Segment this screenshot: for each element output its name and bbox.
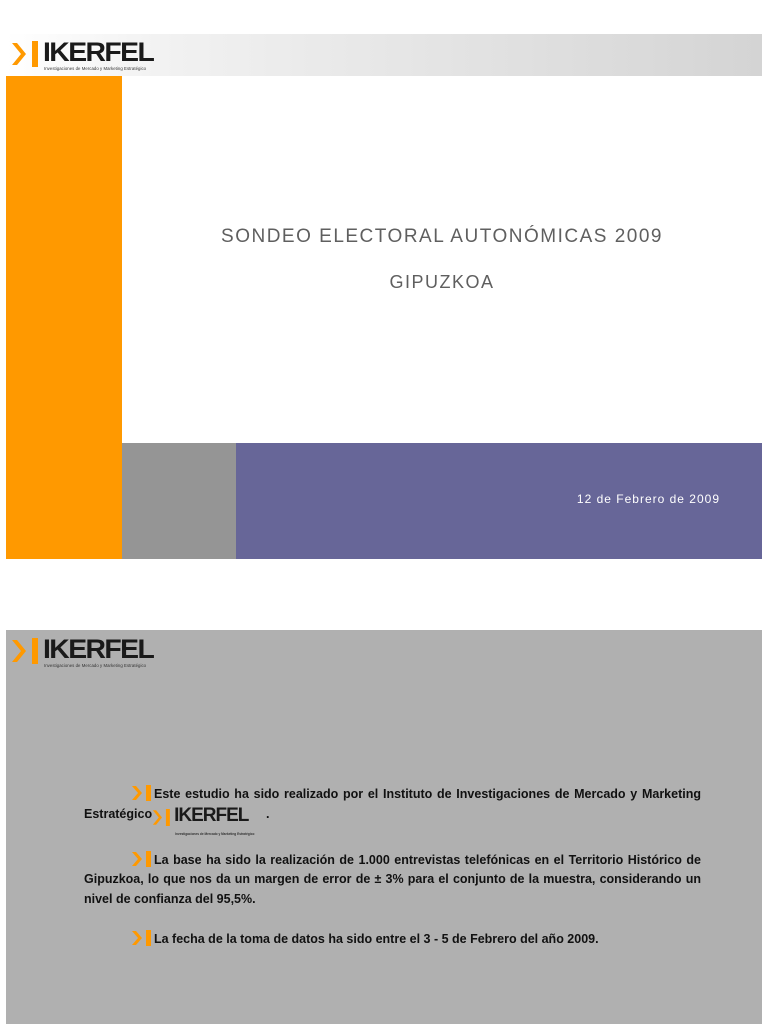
- logo-tagline: Investigaciones de Mercado y Marketing Estratégico: [44, 663, 147, 668]
- slide-header-bar: [6, 34, 762, 76]
- note-paragraph: [84, 930, 701, 950]
- ikerfel-logo: [12, 635, 172, 671]
- bullet-arrow-icon: [132, 785, 152, 801]
- info-slide: [6, 630, 762, 1024]
- note-paragraph: [84, 851, 701, 910]
- logo-wordmark: IKERFEL: [174, 804, 249, 826]
- logo-arrow-icon: [152, 809, 172, 826]
- logo-wordmark: IKERFEL: [43, 37, 154, 67]
- logo-tagline: Investigaciones de Mercado y Marketing Estratégico: [44, 66, 147, 71]
- bullet-arrow-icon: [132, 930, 152, 946]
- ikerfel-logo: [152, 804, 255, 836]
- title-slide: [6, 34, 762, 559]
- logo-arrow-icon: [12, 41, 40, 67]
- orange-side-bar: [6, 76, 122, 559]
- slide-date: 12 de Febrero de 2009: [576, 492, 720, 506]
- slide-title: SONDEO ELECTORAL AUTONÓMICAS 2009: [221, 226, 663, 247]
- note-paragraph: [84, 785, 701, 836]
- logo-wordmark: IKERFEL: [43, 634, 154, 664]
- logo-tagline: Investigaciones de Mercado y Marketing Estratégico: [175, 831, 255, 836]
- note-text: Este estudio ha sido realizado por el Instituto de Investigaciones de Mercado y Marketing Estratégico: [84, 787, 701, 821]
- logo-arrow-icon: [12, 638, 40, 664]
- note-text-end: .: [266, 806, 270, 821]
- gray-block: [122, 443, 236, 559]
- note-text: La fecha de la toma de datos ha sido entre el 3 - 5 de Febrero del año 2009.: [154, 932, 599, 946]
- note-text: La base ha sido la realización de 1.000 entrevistas telefónicas en el Territorio Histórico de Gipuzkoa, lo que nos da un margen de error de ± 3% para el conjunto de la muestra, considerando un nivel de confianza del 95,5%.: [84, 852, 701, 906]
- ikerfel-logo: [12, 38, 172, 74]
- slide-subtitle: GIPUZKOA: [389, 272, 495, 292]
- study-notes: [84, 785, 701, 971]
- ikerfel-inline-logo: [152, 804, 255, 836]
- bullet-arrow-icon: [132, 851, 152, 867]
